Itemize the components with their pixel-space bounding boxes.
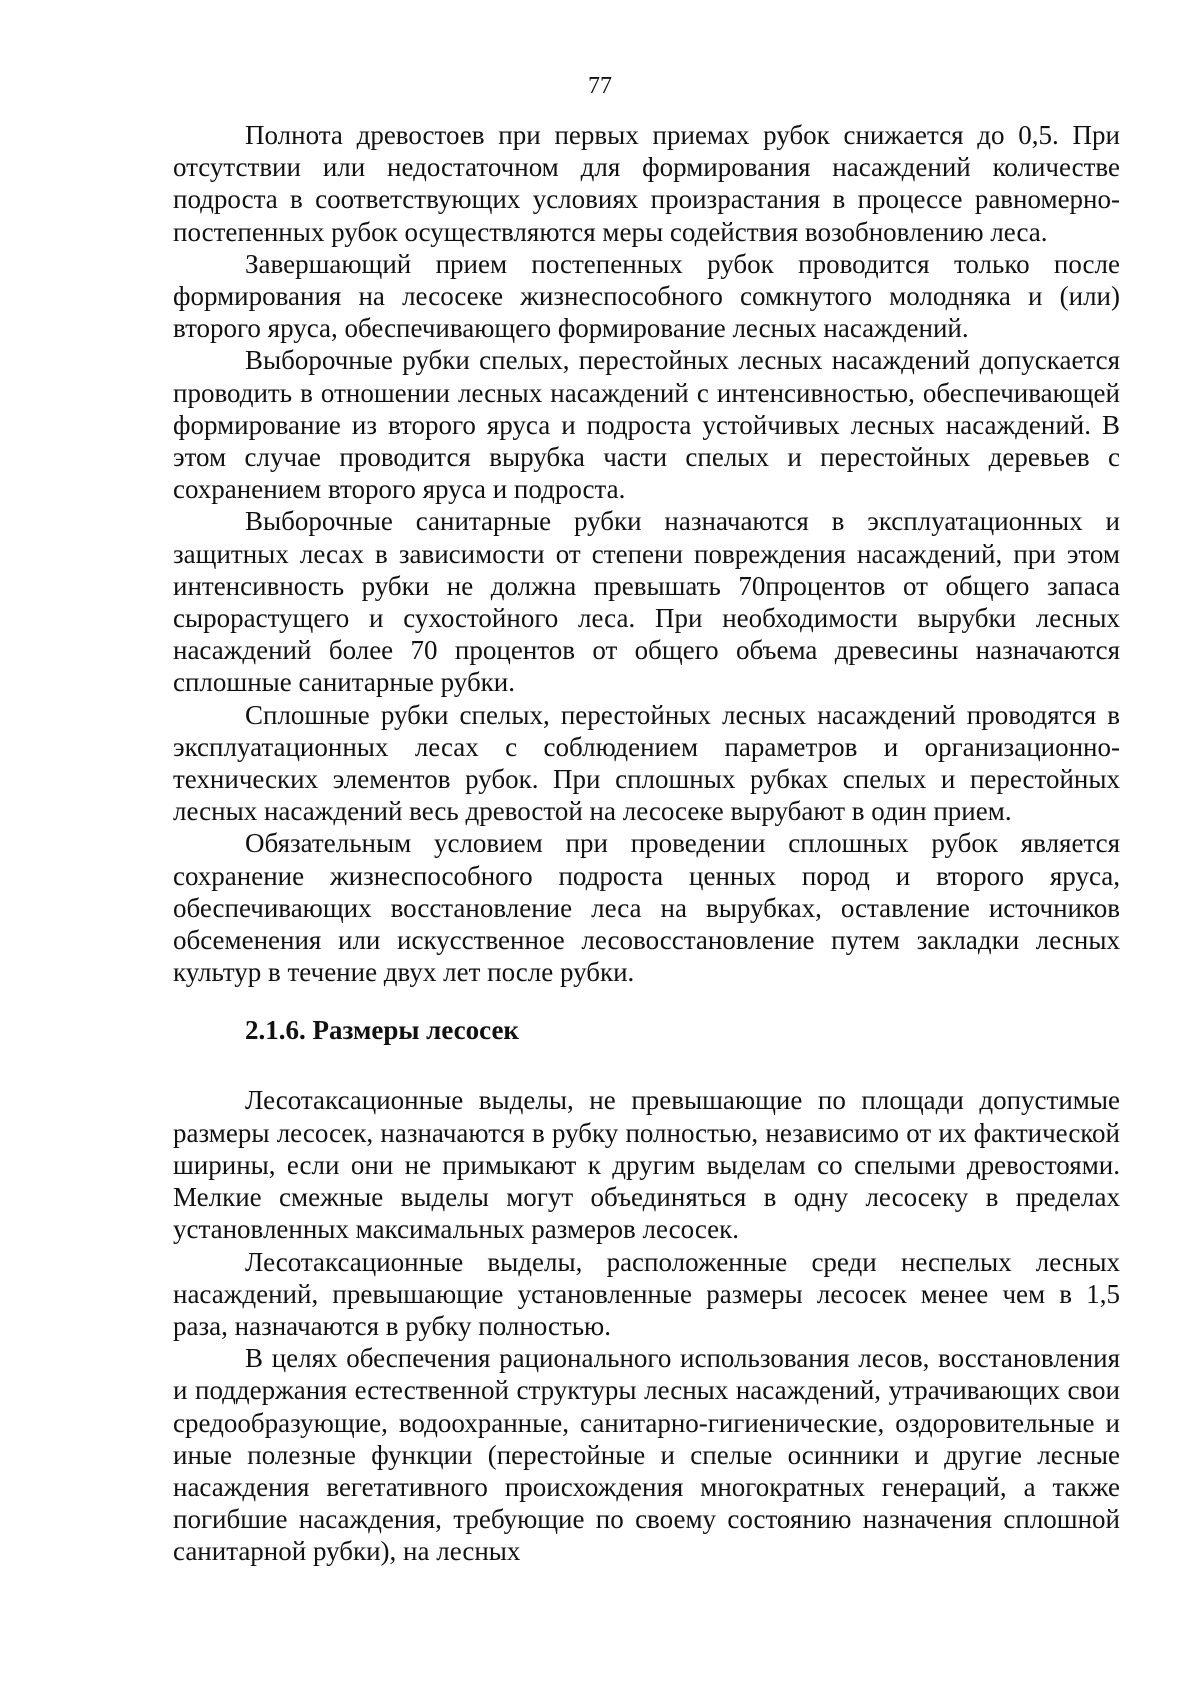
paragraph: Сплошные рубки спелых, перестойных лесных насаждений проводятся в эксплуатационных лесах с соблюдением параметров и организационно-технических элементов рубок. При сплошных рубках спелых и перестойных лесных насаждений весь древостой на лесосеке вырубают в один прием.: [173, 699, 1120, 827]
document-body: [173, 119, 1120, 1568]
paragraph: Выборочные санитарные рубки назначаются в эксплуатационных и защитных лесах в зависимости от степени повреждения насаждений, при этом интенсивность рубки не должна превышать 70процентов от общего запаса сырорастущего и сухостойного леса. При необходимости вырубки лесных насаждений более 70 процентов от общего объема древесины назначаются сплошные санитарные рубки.: [173, 506, 1120, 698]
paragraph: Завершающий прием постепенных рубок проводится только после формирования на лесосеке жизнеспособного сомкнутого молодняка и (или) второго яруса, обеспечивающего формирование лесных насаждений.: [173, 248, 1120, 344]
page-number: 77: [588, 73, 612, 99]
paragraph: Обязательным условием при проведении сплошных рубок является сохранение жизнеспособного подроста ценных пород и второго яруса, обеспечивающих восстановление леса на вырубках, оставление источников обсеменения или искусственное лесовосстановление путем закладки лесных культур в течение двух лет после рубки.: [173, 828, 1120, 988]
paragraph: Лесотаксационные выделы, расположенные среди неспелых лесных насаждений, превышающие установленные размеры лесосек менее чем в 1,5 раза, назначаются в рубку полностью.: [173, 1246, 1120, 1341]
paragraph: Полнота древостоев при первых приемах рубок снижается до 0,5. При отсутствии или недостаточном для формирования насаждений количестве подроста в соответствующих условиях произрастания в процессе равномерно-постепенных рубок осуществляются меры содействия возобновлению леса.: [173, 120, 1120, 247]
section-heading: 2.1.6. Размеры лесосек: [245, 1015, 519, 1046]
paragraph: В целях обеспечения рационального использования лесов, восстановления и поддержания естественной структуры лесных насаждений, утрачивающих свои средообразующие, водоохранные, санитарно-гигиенические, оздоровительные и иные полезные функции (перестойные и спелые осинники и другие лесные насаждения вегетативного происхождения многократных генераций, а также погибшие насаждения, требующие по своему состоянию назначения сплошной санитарной рубки), на лесных: [173, 1343, 1120, 1567]
paragraph: Лесотаксационные выделы, не превышающие по площади допустимые размеры лесосек, назначаются в рубку полностью, независимо от их фактической ширины, если они не примыкают к другим выделам со спелыми древостоями. Мелкие смежные выделы могут объединяться в одну лесосеку в пределах установленных максимальных размеров лесосек.: [173, 1085, 1120, 1245]
paragraph: Выборочные рубки спелых, перестойных лесных насаждений допускается проводить в отношении лесных насаждений с интенсивностью, обеспечивающей формирование из второго яруса и подроста устойчивых лесных насаждений. В этом случае проводится вырубка части спелых и перестойных деревьев с сохранением второго яруса и подроста.: [173, 345, 1120, 505]
